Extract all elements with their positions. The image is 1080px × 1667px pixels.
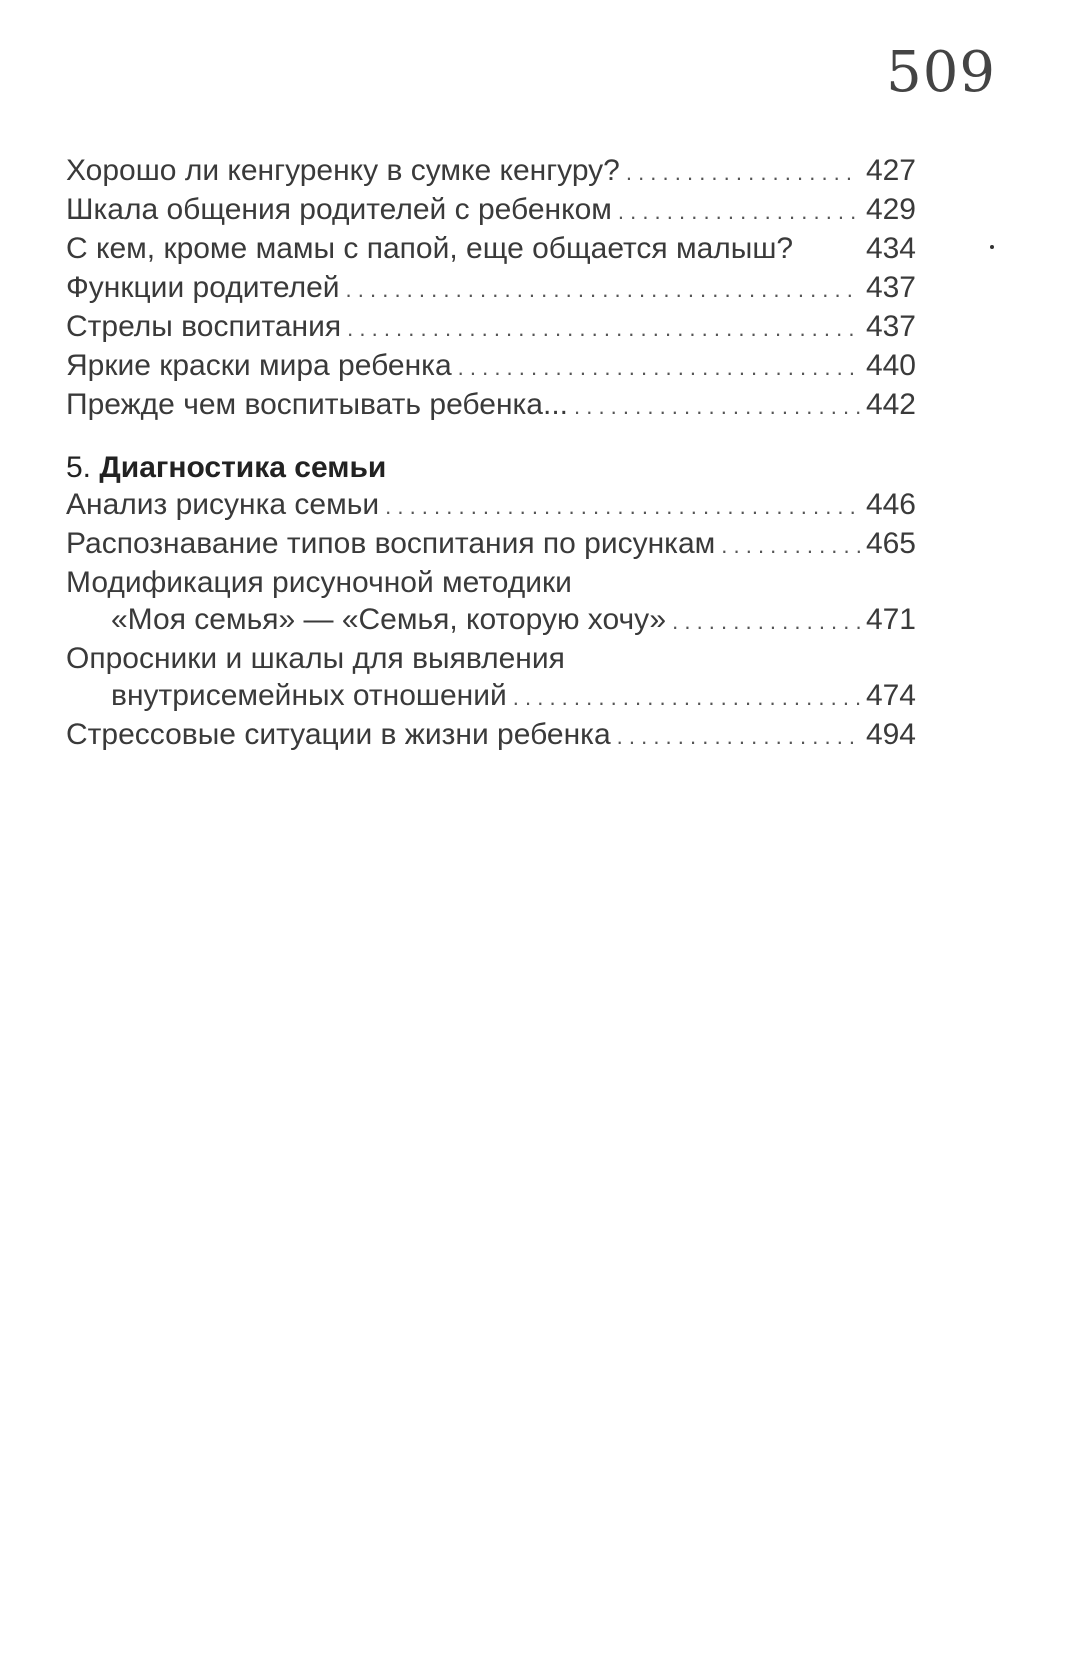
- toc-entry[interactable]: [66, 191, 916, 230]
- toc-entry[interactable]: [66, 308, 916, 347]
- toc-entry-title: С кем, кроме мамы с папой, еще общается малыш?: [66, 232, 794, 265]
- toc-entry-page: 437: [865, 271, 916, 304]
- toc-entry-title: Прежде чем воспитывать ребенка...: [66, 388, 568, 421]
- toc-entry[interactable]: [66, 486, 916, 525]
- toc-entry-title: Стрессовые ситуации в жизни ребенка: [66, 718, 611, 751]
- dot-leader: [721, 527, 860, 564]
- toc-entry-title-line1: Модификация рисуночной методики: [66, 566, 572, 599]
- toc-entry-continuation: [66, 677, 916, 716]
- toc-entry-page: 446: [865, 488, 916, 521]
- toc-entry-title: Анализ рисунка семьи: [66, 488, 380, 521]
- toc-entry[interactable]: [66, 230, 916, 269]
- toc-entry[interactable]: [66, 386, 916, 425]
- dot-leader: [574, 388, 860, 425]
- toc-entry-page: 427: [865, 154, 916, 187]
- dot-leader: [672, 603, 860, 640]
- toc-entry-title: Хорошо ли кенгуренку в сумке кенгуру?: [66, 154, 620, 187]
- toc-entry-title: Функции родителей: [66, 271, 340, 304]
- toc-entry-page: 429: [865, 193, 916, 226]
- toc-entry[interactable]: [66, 347, 916, 386]
- section-title: Диагностика семьи: [99, 451, 387, 484]
- page-number: 509: [886, 40, 996, 105]
- toc-entry-title: «Моя семья» — «Семья, которую хочу»: [111, 603, 667, 636]
- toc-entry-title: Распознавание типов воспитания по рисункам: [66, 527, 716, 560]
- dot-leader: [626, 154, 860, 191]
- toc-entry-continuation: [66, 601, 916, 640]
- toc-entry[interactable]: [66, 152, 916, 191]
- dot-leader: [617, 718, 860, 755]
- toc-entry-page: 465: [865, 527, 916, 560]
- toc-entry[interactable]: [66, 525, 916, 564]
- dot-leader: [385, 488, 860, 525]
- dot-leader: [458, 349, 860, 386]
- dot-leader: [618, 193, 860, 230]
- toc-entry-title: Шкала общения родителей с ребенком: [66, 193, 612, 226]
- toc-entry-page: 494: [865, 718, 916, 751]
- dot-leader: [346, 271, 860, 308]
- toc-entry-multiline[interactable]: [66, 564, 916, 640]
- section-number: 5.: [66, 451, 92, 484]
- toc-entry-title: Яркие краски мира ребенка: [66, 349, 452, 382]
- toc-entry-page: 471: [865, 603, 916, 636]
- toc-entry-title: внутрисемейных отношений: [111, 679, 507, 712]
- toc-entry[interactable]: [66, 269, 916, 308]
- toc-entry[interactable]: [66, 716, 916, 755]
- ink-dot: [990, 245, 994, 249]
- toc-entry-page: 442: [865, 388, 916, 421]
- table-of-contents: [66, 152, 916, 755]
- toc-entry-page: 434: [865, 232, 916, 265]
- toc-entry-title-line1: Опросники и шкалы для выявления: [66, 642, 565, 675]
- toc-entry-page: 474: [865, 679, 916, 712]
- toc-entry-page: 440: [865, 349, 916, 382]
- section-heading[interactable]: [66, 449, 916, 486]
- toc-entry-title: Стрелы воспитания: [66, 310, 342, 343]
- dot-leader: [513, 679, 860, 716]
- toc-entry-multiline[interactable]: [66, 640, 916, 716]
- dot-leader: [347, 310, 860, 347]
- toc-entry-page: 437: [865, 310, 916, 343]
